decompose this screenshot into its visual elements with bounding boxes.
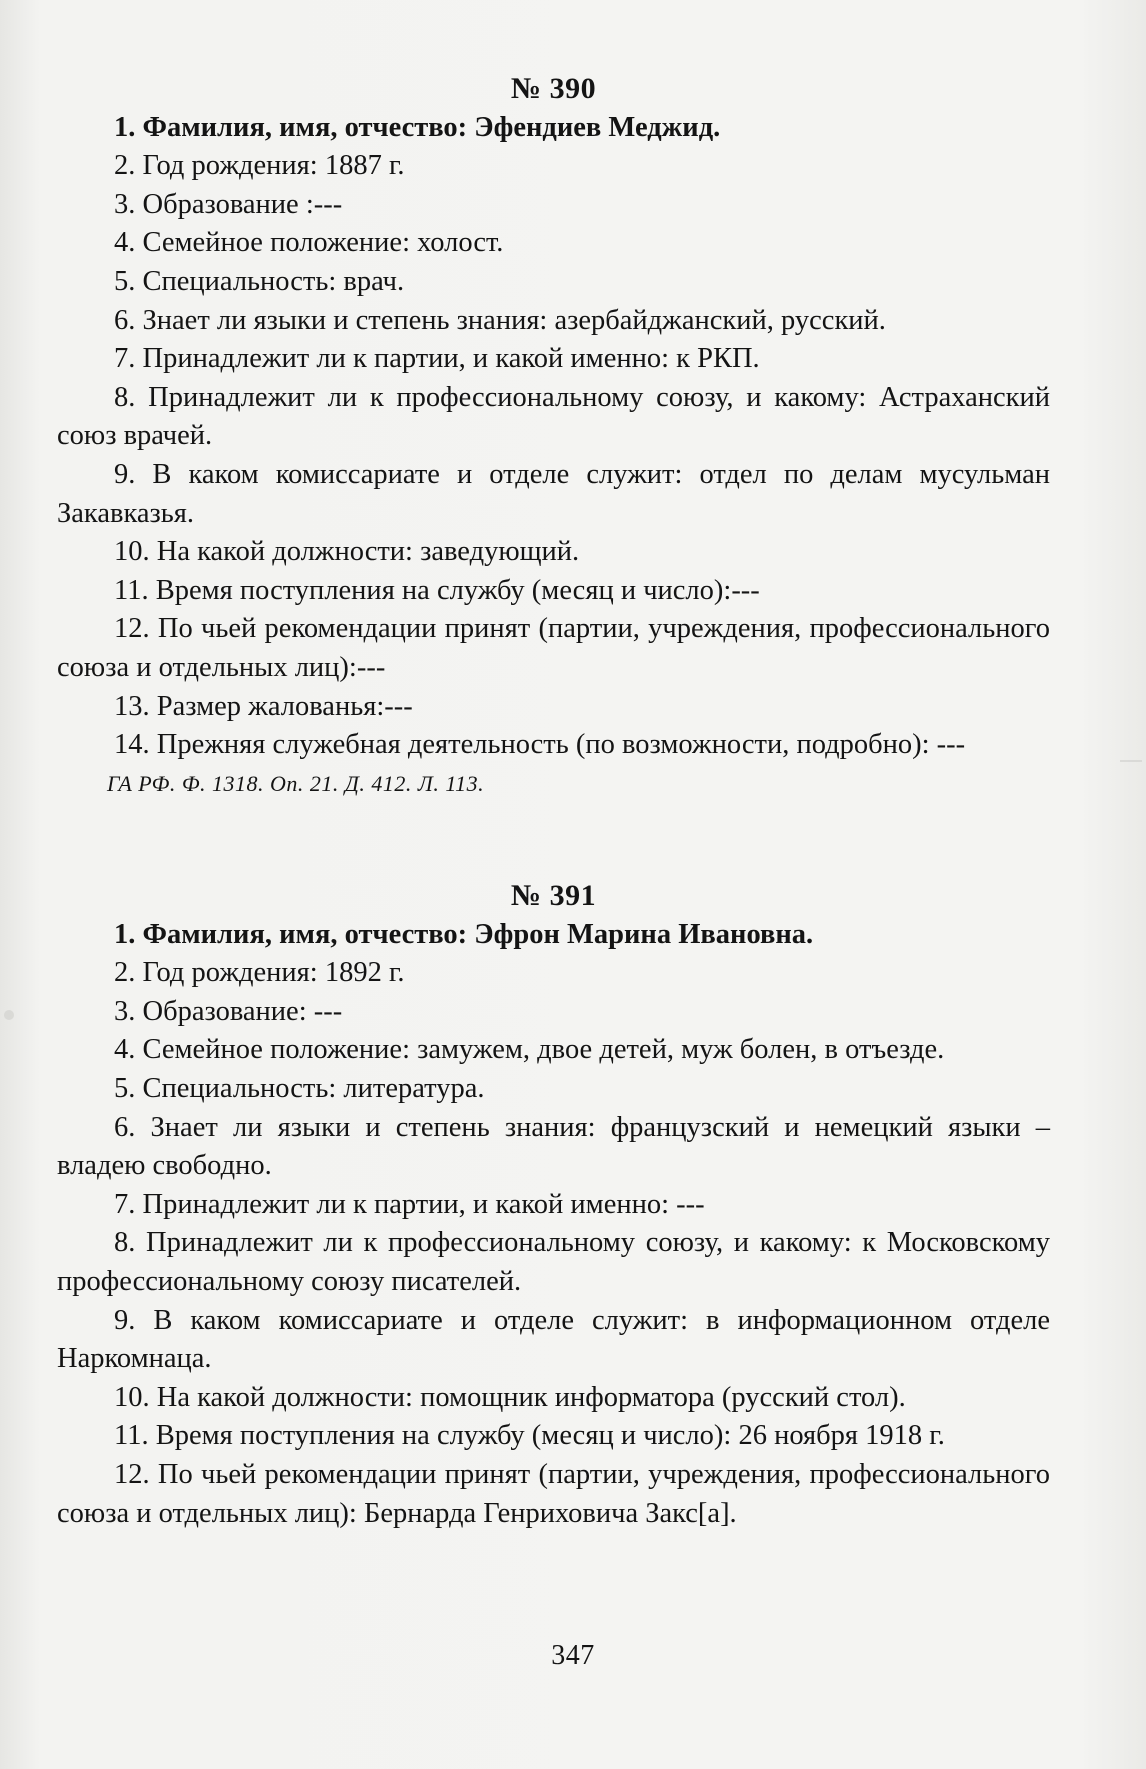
field-start-date: 11. Время поступления на службу (месяц и число):--- (114, 574, 760, 606)
field-languages: 6. Знает ли языки и степень знания: азербайджанский, русский. (114, 304, 886, 336)
field-birth-year: 2. Год рождения: 1887 г. (114, 150, 405, 182)
field-marital-status: 4. Семейное положение: замужем, двое детей, муж болен, в отъезде. (114, 1034, 945, 1066)
field-party: 7. Принадлежит ли к партии, и какой именно: --- (114, 1188, 705, 1220)
field-languages: 6. Знает ли языки и степень знания: французский и немецкий языки – владею свободно. (57, 1111, 1050, 1182)
field-party: 7. Принадлежит ли к партии, и какой именно: к РКП. (114, 343, 760, 375)
field-position: 10. На какой должности: заведующий. (114, 536, 580, 568)
archive-reference: ГА РФ. Ф. 1318. Оп. 21. Д. 412. Л. 113. (107, 770, 485, 796)
record-391 (57, 877, 1050, 1533)
field-previous-service: 14. Прежняя служебная деятельность (по возможности, подробно): --- (114, 729, 966, 761)
field-recommendation: 12. По чьей рекомендации принят (партии, учреждения, профессионального союза и отдельных лиц):--- (57, 613, 1050, 683)
field-specialty: 5. Специальность: врач. (114, 265, 405, 297)
record-number: № 391 (510, 879, 597, 912)
field-birth-year: 2. Год рождения: 1892 г. (114, 957, 405, 989)
field-commissariat: 9. В каком комиссариате и отделе служит: в информационном отделе Наркомнаца. (57, 1304, 1050, 1375)
field-full-name: 1. Фамилия, имя, отчество: Эфрон Марина Ивановна. (114, 918, 814, 950)
field-union: 8. Принадлежит ли к профессиональному союзу, и какому: Астраханский союз врачей. (57, 381, 1050, 452)
field-salary: 13. Размер жалованья:--- (114, 690, 413, 722)
record-390 (57, 70, 1050, 803)
field-recommendation: 12. По чьей рекомендации принят (партии, учреждения, профессионального союза и отдельных лиц): Бернарда Генриховича Закс[а]. (57, 1458, 1050, 1529)
field-specialty: 5. Специальность: литература. (114, 1072, 485, 1104)
field-union: 8. Принадлежит ли к профессиональному союзу, и какому: к Московскому профессиональному союзу писателей. (57, 1227, 1050, 1297)
field-start-date: 11. Время поступления на службу (месяц и число): 26 ноября 1918 г. (114, 1420, 945, 1452)
page-number: 347 (551, 1640, 595, 1671)
field-marital-status: 4. Семейное положение: холост. (114, 227, 504, 259)
scan-artifact (4, 1010, 14, 1020)
record-number: № 390 (510, 72, 597, 105)
field-education: 3. Образование :--- (114, 188, 343, 220)
field-position: 10. На какой должности: помощник информатора (русский стол). (114, 1381, 906, 1413)
scan-artifact (1120, 760, 1142, 762)
field-full-name: 1. Фамилия, имя, отчество: Эфендиев Меджид. (114, 111, 721, 143)
field-education: 3. Образование: --- (114, 995, 343, 1027)
field-commissariat: 9. В каком комиссариате и отделе служит: отдел по делам мусульман Закавказья. (57, 458, 1050, 529)
